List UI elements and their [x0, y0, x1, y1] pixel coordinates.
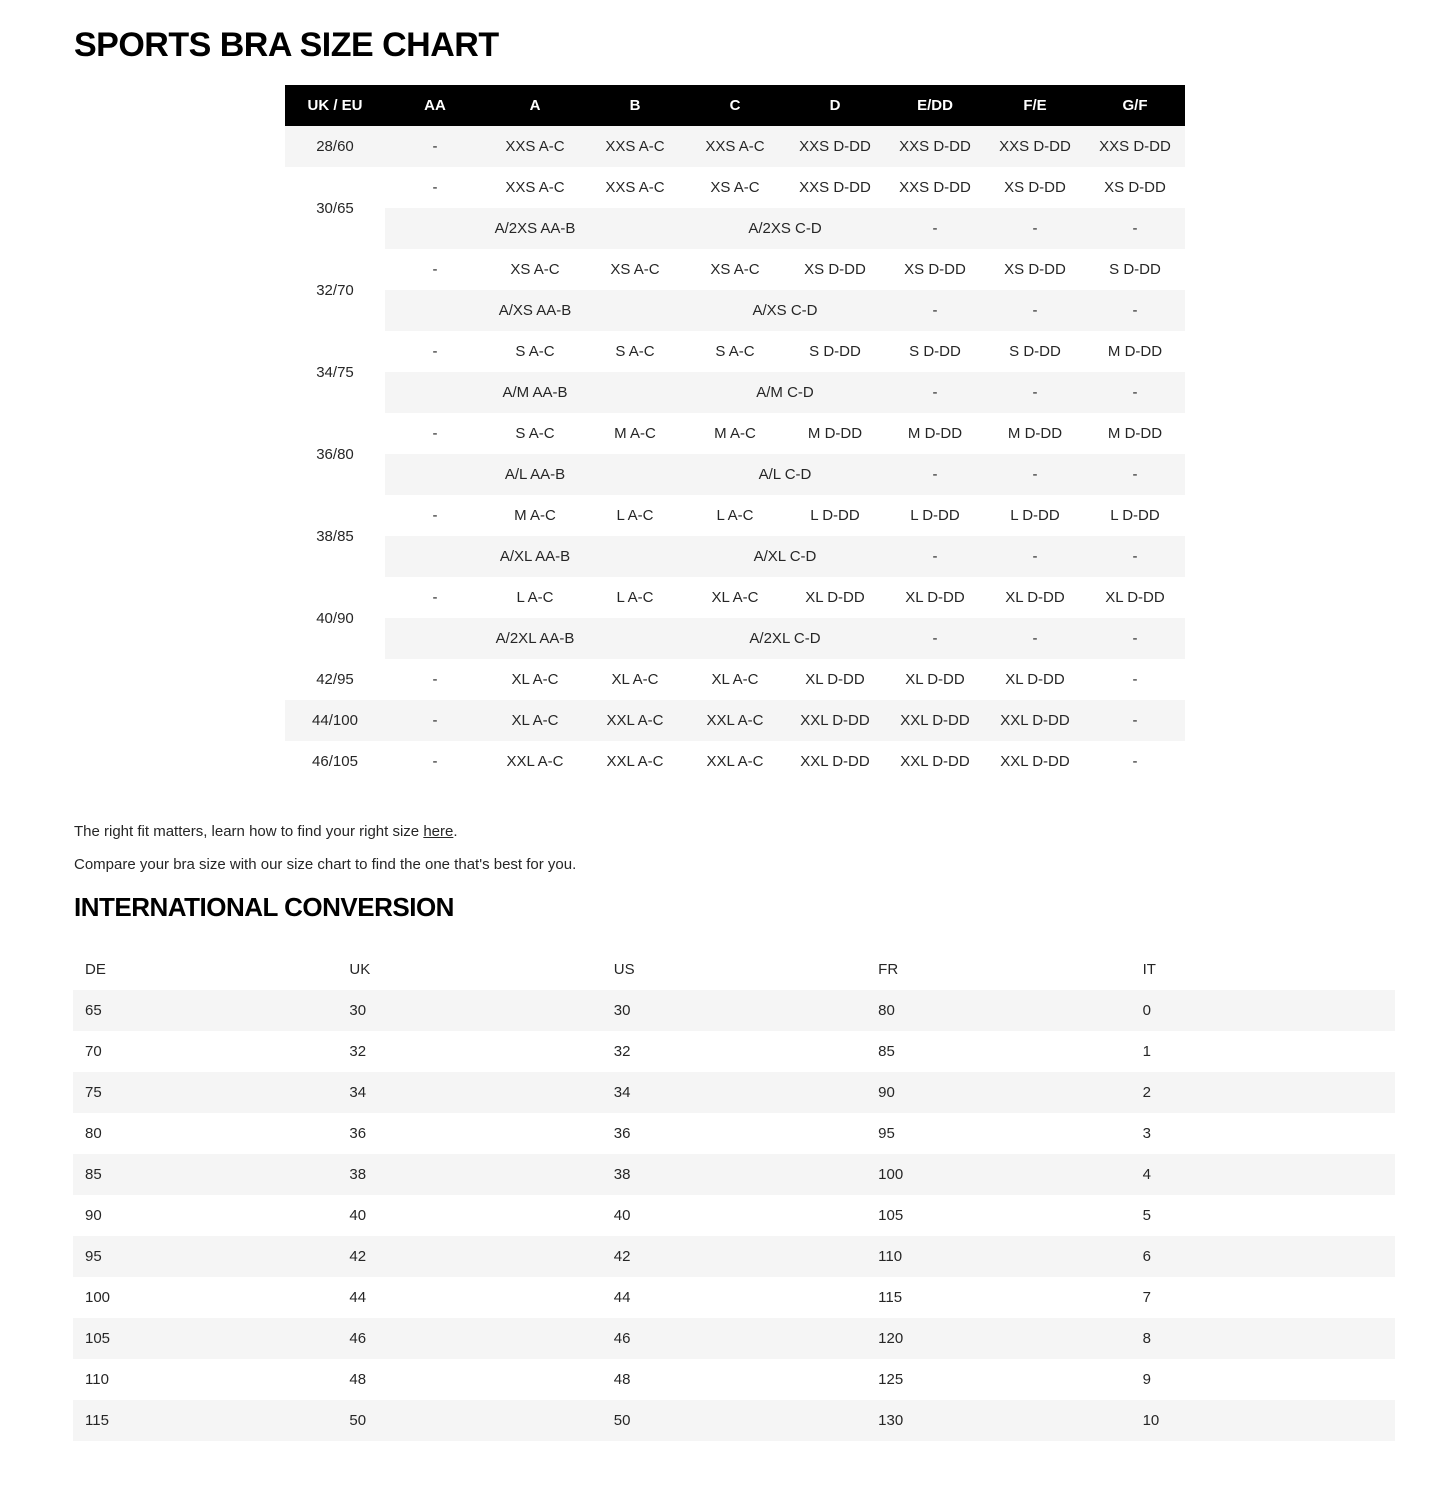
size-cell: M D-DD [807, 425, 863, 442]
size-guide-page [0, 28, 1430, 1494]
conversion-cell: 95 [878, 1125, 895, 1142]
conversion-cell: 85 [878, 1043, 895, 1060]
size-cell: XS A-C [610, 261, 660, 278]
conversion-cell: 36 [349, 1125, 367, 1142]
size-col-header-e-dd: E/DD [885, 85, 985, 126]
size-row-44-100 [285, 700, 1185, 741]
size-cell-combined-aa-b: A/2XS AA-B [385, 208, 685, 249]
size-table-header-row [285, 85, 1185, 126]
conversion-cell: 75 [73, 1072, 337, 1113]
conversion-row-de-100 [73, 1277, 1395, 1318]
size-cell: - [885, 208, 985, 249]
size-cell: XS D-DD [1104, 179, 1166, 196]
conversion-cell: 38 [337, 1154, 601, 1195]
fit-note-text: The right fit matters, learn how to find your right size [74, 823, 424, 840]
conversion-cell: 2 [1131, 1072, 1395, 1113]
size-cell: XS D-DD [904, 261, 966, 278]
size-row-label: 28/60 [285, 126, 385, 167]
conversion-cell: 110 [866, 1236, 1130, 1277]
size-cell: - [432, 425, 438, 442]
size-cell: S A-C [615, 343, 655, 360]
conversion-col-header-it: IT [1131, 949, 1395, 990]
size-cell: - [985, 372, 1085, 413]
size-cell: L D-DD [1010, 507, 1060, 524]
size-cell: XL A-C [485, 700, 585, 741]
size-cell-combined-aa-b: A/2XL AA-B [385, 618, 685, 659]
size-cell: L A-C [716, 507, 754, 524]
size-cell: XL A-C [711, 671, 759, 688]
conversion-row-de-110 [73, 1359, 1395, 1400]
conversion-cell: 8 [1131, 1318, 1395, 1359]
size-row-30-65-combined [285, 208, 1185, 249]
size-cell: XL A-C [611, 671, 659, 688]
size-row-label: 32/70 [316, 281, 354, 299]
size-cell: S A-C [515, 425, 555, 442]
size-cell: XXL A-C [585, 700, 685, 741]
size-cell: M D-DD [1107, 425, 1163, 442]
size-col-header-g-f: G/F [1085, 85, 1185, 126]
size-cell: - [985, 290, 1085, 331]
size-row-38-85-combined [285, 536, 1185, 577]
size-cell: XXL D-DD [885, 700, 985, 741]
conversion-cell: 80 [866, 990, 1130, 1031]
conversion-col-header-de: DE [73, 949, 337, 990]
size-cell-combined-aa-b: A/XS AA-B [385, 290, 685, 331]
size-cell: XXL D-DD [800, 753, 870, 770]
size-cell: M D-DD [907, 425, 963, 442]
size-cell: XXS D-DD [785, 126, 885, 167]
conversion-cell: 95 [73, 1236, 337, 1277]
size-cell: - [385, 700, 485, 741]
size-cell: XL D-DD [905, 589, 965, 606]
size-cell-combined-aa-b: A/XL AA-B [385, 536, 685, 577]
conversion-cell: 42 [602, 1236, 866, 1277]
size-cell: M A-C [714, 425, 756, 442]
size-cell: XL D-DD [805, 671, 865, 688]
size-col-header-c: C [685, 85, 785, 126]
size-cell: XXS D-DD [1085, 126, 1185, 167]
size-row-34-75-combined [285, 372, 1185, 413]
size-cell: - [985, 618, 1085, 659]
size-cell: XXS A-C [585, 126, 685, 167]
size-cell: S A-C [515, 343, 555, 360]
conversion-cell: 120 [866, 1318, 1130, 1359]
conversion-cell: 44 [613, 1289, 631, 1306]
size-cell: - [885, 536, 985, 577]
size-cell: XXL D-DD [1000, 753, 1070, 770]
size-row-42-95 [285, 659, 1185, 700]
fit-note [74, 822, 1430, 842]
size-cell: - [885, 372, 985, 413]
size-cell: S D-DD [1109, 261, 1161, 278]
size-cell: - [432, 343, 438, 360]
size-cell: M D-DD [1107, 343, 1163, 360]
size-row-38-85 [285, 495, 1185, 536]
size-cell: XXS A-C [685, 126, 785, 167]
size-cell: L A-C [616, 507, 654, 524]
conversion-cell: 46 [602, 1318, 866, 1359]
conversion-cell: 38 [602, 1154, 866, 1195]
size-cell: XL D-DD [805, 589, 865, 606]
conversion-cell: 100 [866, 1154, 1130, 1195]
conversion-cell: 40 [349, 1207, 367, 1224]
size-cell: L D-DD [1110, 507, 1160, 524]
conversion-cell: 0 [1131, 990, 1395, 1031]
compare-note: Compare your bra size with our size chart to find the one that's best for you. [74, 856, 577, 873]
conversion-col-header-fr: FR [866, 949, 1130, 990]
size-cell: XXS A-C [505, 179, 565, 196]
size-cell-combined-c-d: A/2XL C-D [685, 618, 885, 659]
size-row-30-65 [285, 167, 1185, 208]
size-cell: S D-DD [809, 343, 861, 360]
conversion-title: INTERNATIONAL CONVERSION [74, 892, 454, 922]
size-cell: XS D-DD [1004, 179, 1066, 196]
size-cell: - [1085, 290, 1185, 331]
size-row-label: 34/75 [316, 363, 354, 381]
size-cell: - [1132, 671, 1138, 688]
conversion-cell: 115 [878, 1289, 903, 1306]
size-col-header-b: B [585, 85, 685, 126]
size-table-body [285, 126, 1185, 782]
size-cell: XXS D-DD [799, 179, 871, 196]
conversion-cell: 7 [1142, 1289, 1151, 1306]
conversion-cell: 85 [73, 1154, 337, 1195]
size-row-46-105 [285, 741, 1185, 782]
page-title: SPORTS BRA SIZE CHART [74, 26, 499, 64]
international-conversion-table [73, 949, 1395, 1441]
size-cell: - [432, 671, 438, 688]
size-cell: XS A-C [510, 261, 560, 278]
conversion-cell: 65 [73, 990, 337, 1031]
conversion-table-header [73, 949, 1395, 990]
conversion-cell: 9 [1142, 1371, 1151, 1388]
size-cell: - [1085, 454, 1185, 495]
size-cell: XXS D-DD [899, 179, 971, 196]
size-cell: XXS D-DD [885, 126, 985, 167]
size-cell: XL D-DD [1105, 589, 1165, 606]
size-cell: - [432, 179, 438, 196]
size-row-label: 44/100 [285, 700, 385, 741]
conversion-col-header-us: US [602, 949, 866, 990]
size-cell: - [985, 208, 1085, 249]
size-cell: M A-C [514, 507, 556, 524]
conversion-row-de-95 [73, 1236, 1395, 1277]
size-cell: - [432, 261, 438, 278]
conversion-cell: 10 [1131, 1400, 1395, 1441]
size-cell: XXS A-C [485, 126, 585, 167]
conversion-cell: 70 [85, 1043, 102, 1060]
size-cell: - [1085, 208, 1185, 249]
conversion-col-header-uk: UK [337, 949, 601, 990]
size-cell: - [1085, 372, 1185, 413]
size-row-32-70 [285, 249, 1185, 290]
conversion-row-de-85 [73, 1154, 1395, 1195]
size-row-40-90-combined [285, 618, 1185, 659]
conversion-cell: 1 [1142, 1043, 1151, 1060]
conversion-cell: 110 [85, 1371, 109, 1388]
size-cell: L A-C [516, 589, 554, 606]
size-cell: - [1132, 753, 1138, 770]
conversion-cell: 90 [866, 1072, 1130, 1113]
size-cell: XS A-C [710, 179, 760, 196]
size-cell-combined-c-d: A/L C-D [685, 454, 885, 495]
size-row-34-75 [285, 331, 1185, 372]
conversion-cell: 50 [337, 1400, 601, 1441]
size-row-label: 38/85 [316, 527, 354, 545]
size-cell: L D-DD [810, 507, 860, 524]
size-cell: XXL A-C [506, 753, 564, 770]
fit-note-period: . [453, 823, 458, 840]
conversion-cell: 80 [85, 1125, 102, 1142]
sports-bra-size-table [285, 85, 1185, 782]
conversion-cell: 30 [337, 990, 601, 1031]
conversion-row-de-75 [73, 1072, 1395, 1113]
size-cell: XXL A-C [706, 753, 764, 770]
size-cell: - [985, 454, 1085, 495]
conversion-cell: 42 [337, 1236, 601, 1277]
conversion-cell: 5 [1142, 1207, 1151, 1224]
size-cell-combined-c-d: A/2XS C-D [685, 208, 885, 249]
conversion-row-de-115 [73, 1400, 1395, 1441]
size-cell-combined-c-d: A/XL C-D [685, 536, 885, 577]
size-col-header-d: D [785, 85, 885, 126]
size-cell: XL A-C [711, 589, 759, 606]
size-cell: S D-DD [1009, 343, 1061, 360]
size-cell: XXS D-DD [985, 126, 1085, 167]
size-col-header-aa: AA [385, 85, 485, 126]
size-row-32-70-combined [285, 290, 1185, 331]
conversion-cell: 100 [85, 1289, 111, 1306]
size-cell: XL A-C [511, 671, 559, 688]
size-cell: - [985, 536, 1085, 577]
conversion-cell: 48 [349, 1371, 367, 1388]
conversion-cell: 125 [878, 1371, 904, 1388]
conversion-row-de-80 [73, 1113, 1395, 1154]
size-cell: XL D-DD [905, 671, 965, 688]
size-col-header-f-e: F/E [985, 85, 1085, 126]
size-cell-combined-aa-b: A/M AA-B [385, 372, 685, 413]
conversion-cell: 34 [337, 1072, 601, 1113]
size-cell: L A-C [616, 589, 654, 606]
conversion-table-body [73, 990, 1395, 1441]
size-row-label: 40/90 [316, 609, 354, 627]
size-cell: S D-DD [909, 343, 961, 360]
size-row-28-60 [285, 126, 1185, 167]
size-row-label: 30/65 [316, 199, 354, 217]
size-cell: XXL D-DD [785, 700, 885, 741]
conversion-row-de-65 [73, 990, 1395, 1031]
conversion-row-de-90 [73, 1195, 1395, 1236]
size-cell: XXL A-C [685, 700, 785, 741]
size-row-36-80-combined [285, 454, 1185, 495]
conversion-cell: 3 [1142, 1125, 1151, 1142]
size-cell: XXL D-DD [900, 753, 970, 770]
conversion-cell: 32 [613, 1043, 631, 1060]
size-cell: XS D-DD [804, 261, 866, 278]
size-row-label: 42/95 [316, 671, 354, 688]
size-col-header-uk-eu: UK / EU [285, 85, 385, 126]
size-cell-combined-c-d: A/XS C-D [685, 290, 885, 331]
size-cell: M D-DD [1007, 425, 1063, 442]
conversion-cell: 44 [349, 1289, 367, 1306]
size-cell: - [432, 753, 438, 770]
size-cell: XXL D-DD [985, 700, 1085, 741]
size-row-40-90 [285, 577, 1185, 618]
size-cell: - [432, 589, 438, 606]
conversion-cell: 46 [337, 1318, 601, 1359]
conversion-cell: 50 [602, 1400, 866, 1441]
conversion-cell: 90 [85, 1207, 102, 1224]
size-cell: S A-C [715, 343, 755, 360]
size-cell: XS A-C [710, 261, 760, 278]
size-cell: M A-C [614, 425, 656, 442]
size-cell-combined-c-d: A/M C-D [685, 372, 885, 413]
conversion-cell: 48 [613, 1371, 631, 1388]
size-row-36-80 [285, 413, 1185, 454]
conversion-cell: 32 [349, 1043, 367, 1060]
size-row-label: 46/105 [312, 753, 358, 770]
size-cell: - [885, 290, 985, 331]
conversion-row-de-105 [73, 1318, 1395, 1359]
conversion-row-de-70 [73, 1031, 1395, 1072]
conversion-cell: 130 [866, 1400, 1130, 1441]
size-col-header-a: A [485, 85, 585, 126]
size-cell: - [885, 618, 985, 659]
size-cell: - [385, 126, 485, 167]
here-link[interactable]: here [423, 823, 454, 840]
size-cell: - [1085, 700, 1185, 741]
size-cell: XL D-DD [1005, 589, 1065, 606]
conversion-cell: 115 [73, 1400, 337, 1441]
conversion-cell: 40 [613, 1207, 631, 1224]
size-cell: L D-DD [910, 507, 960, 524]
size-cell: XXS A-C [605, 179, 665, 196]
size-row-label: 36/80 [316, 445, 354, 463]
conversion-cell: 105 [878, 1207, 904, 1224]
conversion-cell: 36 [613, 1125, 631, 1142]
size-cell: - [1085, 536, 1185, 577]
conversion-cell: 6 [1131, 1236, 1395, 1277]
size-cell: - [1085, 618, 1185, 659]
size-cell: XXL A-C [606, 753, 664, 770]
conversion-cell: 30 [602, 990, 866, 1031]
conversion-cell: 34 [602, 1072, 866, 1113]
size-cell: XL D-DD [1005, 671, 1065, 688]
size-cell: - [885, 454, 985, 495]
size-cell: XS D-DD [1004, 261, 1066, 278]
size-table-header [285, 85, 1185, 126]
conversion-cell: 4 [1131, 1154, 1395, 1195]
conversion-cell: 105 [73, 1318, 337, 1359]
conversion-header-row [73, 949, 1395, 990]
size-cell: - [432, 507, 438, 524]
size-cell-combined-aa-b: A/L AA-B [385, 454, 685, 495]
